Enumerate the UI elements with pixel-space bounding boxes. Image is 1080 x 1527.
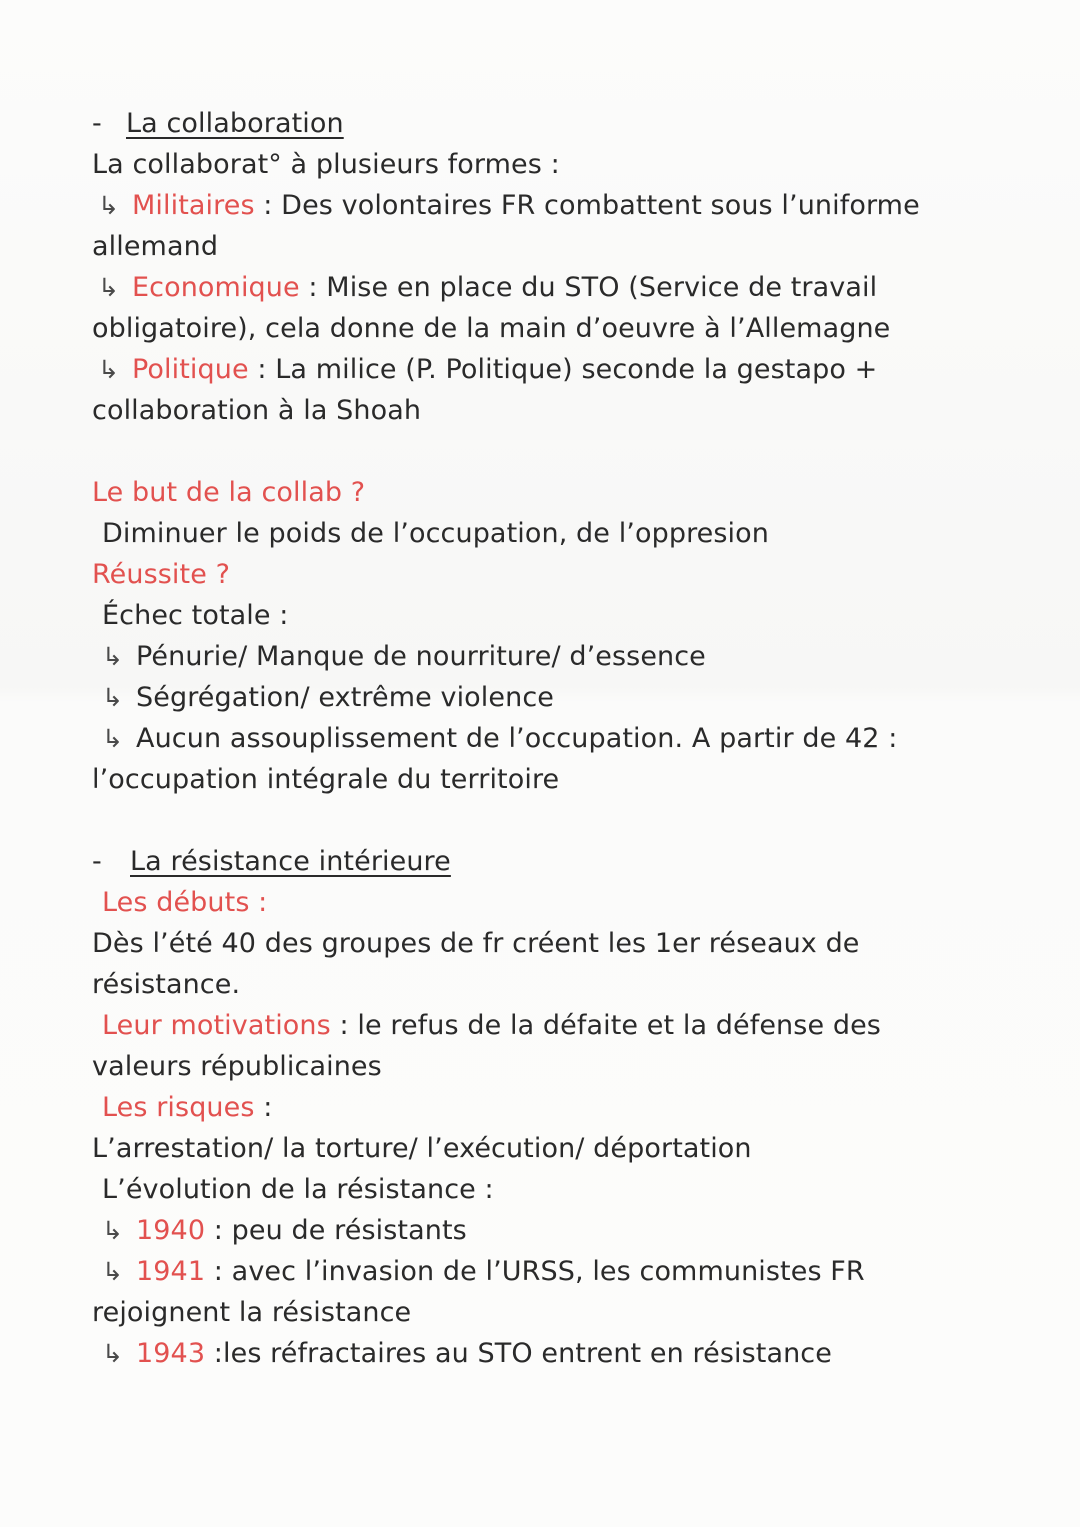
motivations-line — [92, 1005, 992, 1046]
fail-item-2 — [92, 677, 992, 718]
risks-label: Les risques — [102, 1092, 255, 1123]
political-line — [92, 349, 992, 390]
arrow-icon: ↳ — [102, 724, 124, 753]
arrow-icon: ↳ — [98, 355, 120, 384]
motivations-text: : le refus de la défaite et la défense des — [330, 1010, 881, 1041]
debuts-cont: résistance. — [92, 969, 241, 1000]
goal-question: Le but de la collab ? — [92, 477, 366, 508]
arrow-icon: ↳ — [98, 191, 120, 220]
political-cont: collaboration à la Shoah — [92, 395, 422, 426]
year-1941-text: : avec l’invasion de l’URSS, les communistes FR — [205, 1256, 865, 1287]
evolution-label: L’évolution de la résistance : — [102, 1174, 494, 1205]
heading-dash: - — [92, 846, 102, 877]
year-1943: 1943 — [136, 1338, 206, 1369]
military-text: : Des volontaires FR combattent sous l’uniforme — [254, 190, 920, 221]
military-label: Militaires — [132, 190, 255, 221]
arrow-icon: ↳ — [102, 1339, 124, 1368]
fail-item-3-cont: l’occupation intégrale du territoire — [92, 764, 560, 795]
military-cont: allemand — [92, 231, 219, 262]
economic-cont: obligatoire), cela donne de la main d’oeuvre à l’Allemagne — [92, 313, 891, 344]
risks-colon: : — [254, 1092, 273, 1123]
fail-item-1 — [92, 636, 992, 677]
debuts-label: Les débuts : — [102, 887, 268, 918]
year-1940: 1940 — [136, 1215, 206, 1246]
motivations-label: Leur motivations — [102, 1010, 331, 1041]
arrow-icon: ↳ — [102, 1257, 124, 1286]
fail-text-2: Ségrégation/ extrême violence — [136, 682, 554, 713]
economic-line — [92, 267, 992, 308]
heading-dash: - — [92, 108, 102, 139]
debuts-text: Dès l’été 40 des groupes de fr créent les 1er réseaux de — [92, 928, 860, 959]
collab-heading-line — [92, 103, 992, 144]
notes-content — [92, 103, 992, 1374]
year-1941: 1941 — [136, 1256, 206, 1287]
year-1941-cont: rejoignent la résistance — [92, 1297, 412, 1328]
fail-item-3 — [92, 718, 992, 759]
goal-answer: Diminuer le poids de l’occupation, de l’oppresion — [102, 518, 769, 549]
collab-heading: La collaboration — [126, 108, 344, 139]
fail-text-3: Aucun assouplissement de l’occupation. A partir de 42 : — [136, 723, 898, 754]
arrow-icon: ↳ — [102, 1216, 124, 1245]
resistance-heading: La résistance intérieure — [130, 846, 451, 877]
year-1943-text: :les réfractaires au STO entrent en résistance — [205, 1338, 832, 1369]
year-1941-line — [92, 1251, 992, 1292]
year-1940-line — [92, 1210, 992, 1251]
arrow-icon: ↳ — [102, 683, 124, 712]
economic-label: Economique — [132, 272, 300, 303]
arrow-icon: ↳ — [98, 273, 120, 302]
spacer — [92, 800, 992, 841]
success-question: Réussite ? — [92, 559, 231, 590]
risks-line — [92, 1087, 992, 1128]
military-line — [92, 185, 992, 226]
arrow-icon: ↳ — [102, 642, 124, 671]
risks-text: L’arrestation/ la torture/ l’exécution/ déportation — [92, 1133, 752, 1164]
political-text: : La milice (P. Politique) seconde la gestapo + — [248, 354, 878, 385]
year-1943-line — [92, 1333, 992, 1374]
fail-text-1: Pénurie/ Manque de nourriture/ d’essence — [136, 641, 706, 672]
motivations-cont: valeurs républicaines — [92, 1051, 382, 1082]
resistance-heading-line — [92, 841, 992, 882]
political-label: Politique — [132, 354, 249, 385]
success-answer: Échec totale : — [102, 600, 289, 631]
year-1940-text: : peu de résistants — [205, 1215, 467, 1246]
spacer — [92, 431, 992, 472]
collab-intro: La collaborat° à plusieurs formes : — [92, 149, 560, 180]
economic-text: : Mise en place du STO (Service de travail — [299, 272, 878, 303]
